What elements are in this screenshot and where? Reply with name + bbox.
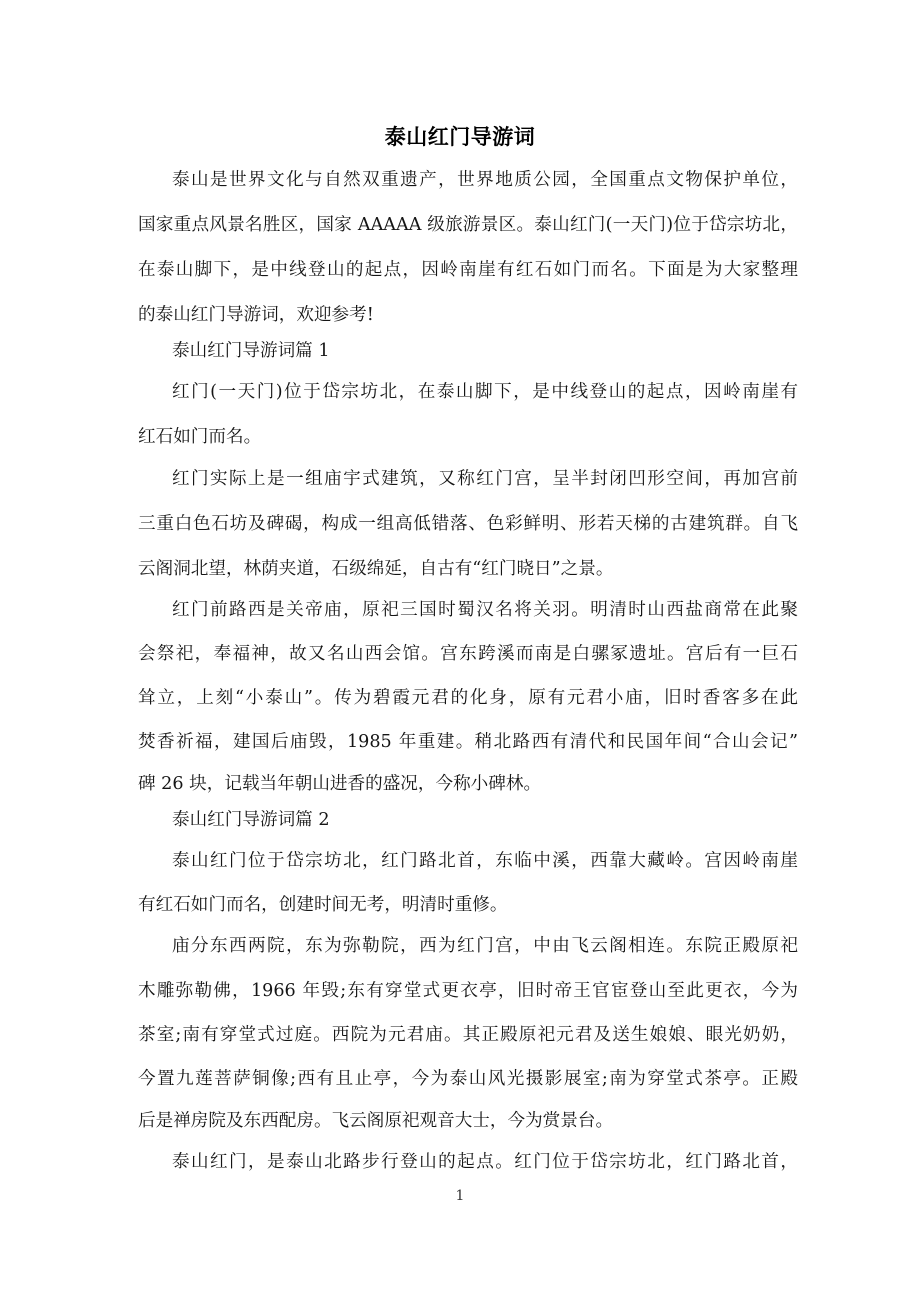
paragraph-intro-line-4: 的泰山红门导游词，欢迎参考! [138, 305, 374, 325]
paragraph-2-line-2: 三重白色石坊及碑碣，构成一组高低错落、色彩鲜明、形若天梯的古建筑群。自飞 [138, 514, 798, 534]
page-number: 1 [455, 1188, 465, 1204]
paragraph-1-line-2: 红石如门而名。 [138, 427, 262, 447]
section-heading-1: 泰山红门导游词篇 1 [172, 341, 330, 361]
paragraph-5-line-3: 茶室;南有穿堂式过庭。西院为元君庙。其正殿原祀元君及送生娘娘、眼光奶奶， [138, 1025, 798, 1045]
paragraph-3-line-5: 碑 26 块，记载当年朝山进香的盛况，今称小碑林。 [138, 774, 542, 794]
paragraph-3-line-3: 耸立，上刻“小泰山”。传为碧霞元君的化身，原有元君小庙，旧时香客多在此 [138, 688, 798, 708]
paragraph-5-line-1: 庙分东西两院，东为弥勒院，西为红门宫，中由飞云阁相连。东院正殿原祀 [172, 936, 798, 956]
paragraph-2-line-3: 云阁洞北望，林荫夹道，石级绵延，自古有“红门晓日”之景。 [138, 559, 614, 579]
section-heading-2: 泰山红门导游词篇 2 [172, 810, 330, 830]
document-title: 泰山红门导游词 [384, 125, 536, 149]
paragraph-5-line-5: 后是禅房院及东西配房。飞云阁原祀观音大士，今为赏景台。 [138, 1111, 614, 1131]
paragraph-intro-line-1: 泰山是世界文化与自然双重遗产，世界地质公园，全国重点文物保护单位， [172, 170, 798, 190]
paragraph-5-line-4: 今置九莲菩萨铜像;西有且止亭，今为泰山风光摄影展室;南为穿堂式茶亭。正殿 [138, 1069, 798, 1089]
paragraph-6-line-1: 泰山红门，是泰山北路步行登山的起点。红门位于岱宗坊北，红门路北首， [172, 1152, 798, 1172]
paragraph-intro-line-3: 在泰山脚下，是中线登山的起点，因岭南崖有红石如门而名。下面是为大家整理 [138, 260, 798, 280]
paragraph-3-line-4: 焚香祈福，建国后庙毁，1985 年重建。稍北路西有清代和民国年间“合山会记” [138, 732, 798, 752]
paragraph-1-line-1: 红门(一天门)位于岱宗坊北，在泰山脚下，是中线登山的起点，因岭南崖有 [172, 382, 798, 402]
paragraph-3-line-1: 红门前路西是关帝庙，原祀三国时蜀汉名将关羽。明清时山西盐商常在此聚 [172, 600, 798, 620]
paragraph-intro-line-2: 国家重点风景名胜区，国家 AAAAA 级旅游景区。泰山红门(一天门)位于岱宗坊北， [138, 215, 798, 235]
paragraph-2-line-1: 红门实际上是一组庙宇式建筑，又称红门宫，呈半封闭凹形空间，再加宫前 [172, 469, 798, 489]
paragraph-4-line-2: 有红石如门而名，创建时间无考，明清时重修。 [138, 895, 508, 915]
paragraph-3-line-2: 会祭祀，奉福神，故又名山西会馆。宫东跨溪而南是白骡冢遗址。宫后有一巨石 [138, 644, 798, 664]
paragraph-5-line-2: 木雕弥勒佛，1966 年毁;东有穿堂式更衣亭，旧时帝王官宦登山至此更衣，今为 [138, 981, 798, 1001]
paragraph-4-line-1: 泰山红门位于岱宗坊北，红门路北首，东临中溪，西靠大藏岭。宫因岭南崖 [172, 851, 798, 871]
